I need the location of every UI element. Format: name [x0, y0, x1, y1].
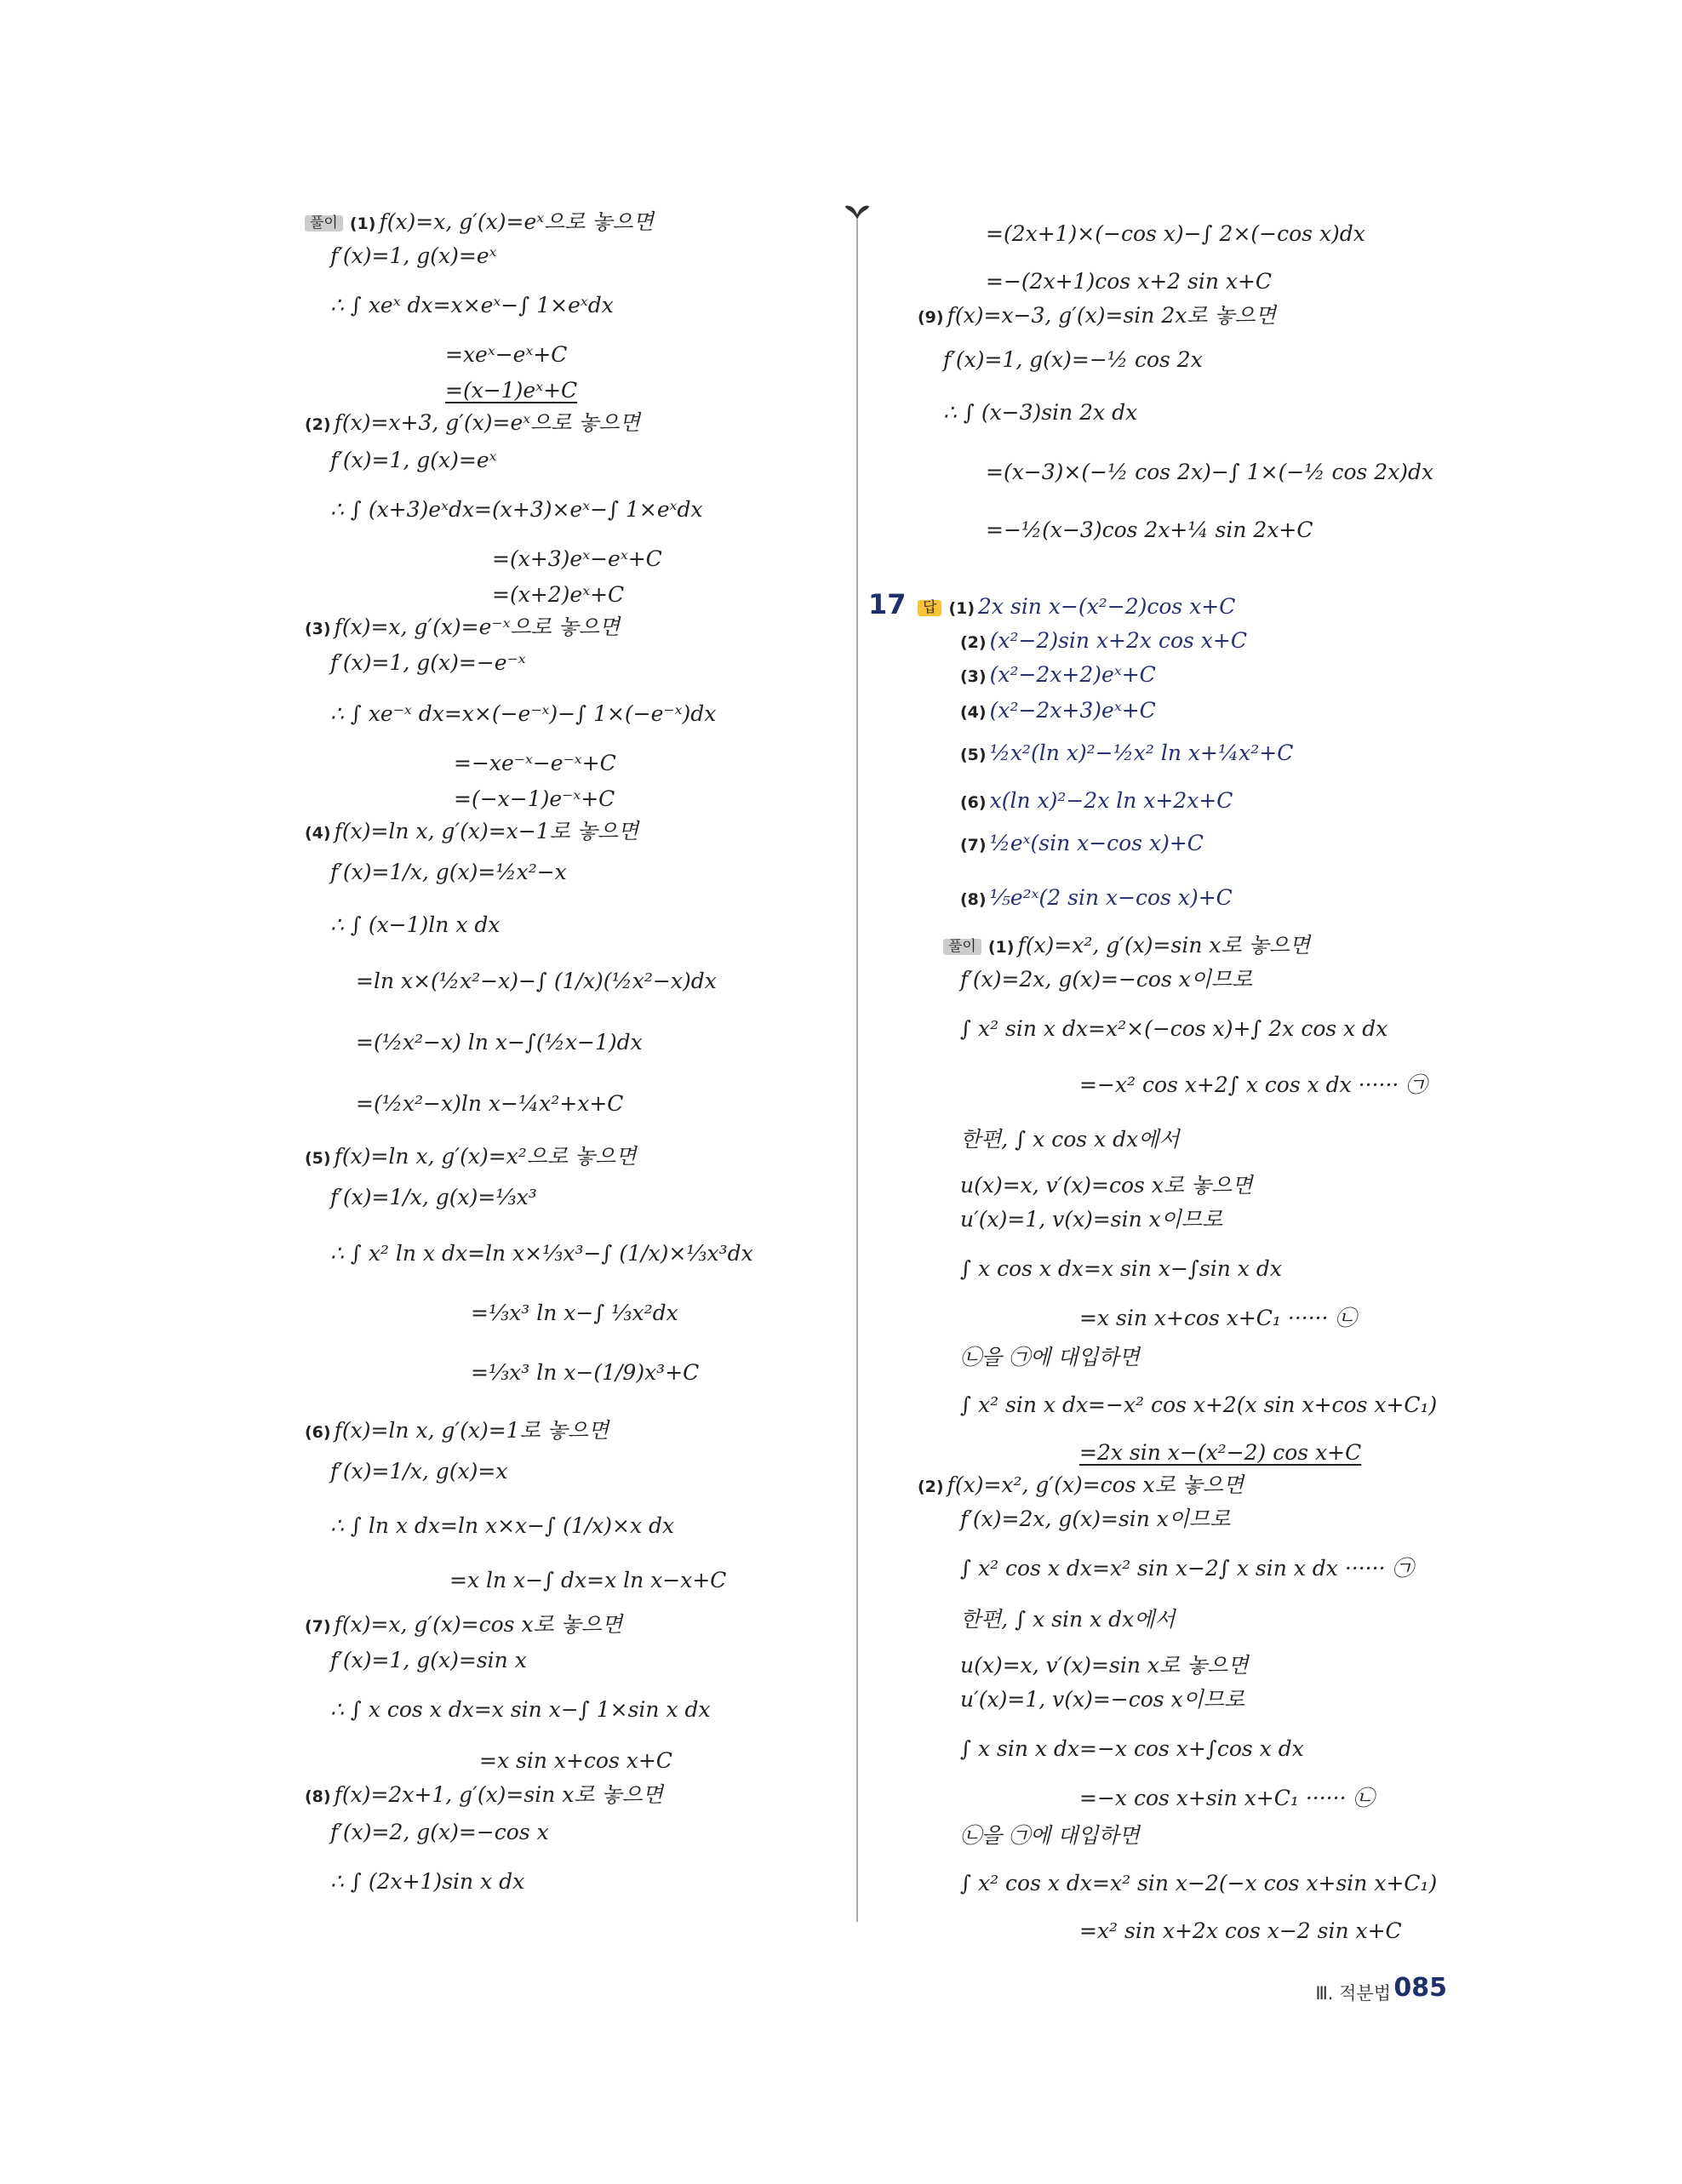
math-line — [960, 1129, 1180, 1150]
question-number: 17 — [868, 588, 907, 620]
math-text: f′(x)=1/x, g(x)=⅓x³ — [330, 1185, 537, 1209]
math-line — [960, 1018, 1387, 1039]
math-line — [960, 1738, 1304, 1759]
item-label: (1) — [349, 214, 376, 233]
math-text: f(x)=x+3, g′(x)=eˣ으로 놓으면 — [334, 410, 640, 435]
math-line — [918, 305, 1276, 326]
math-text: =x ln x−∫ dx=x ln x−x+C — [449, 1568, 727, 1592]
math-text: ∴ ∫ x² ln x dx=ln x×⅓x³−∫ (1/x)×⅓x³dx — [330, 1241, 753, 1266]
math-line — [454, 788, 615, 809]
math-line — [1079, 1442, 1361, 1463]
item-label: (3) — [960, 667, 987, 686]
math-line — [960, 1655, 1249, 1676]
math-line — [960, 700, 1156, 721]
math-text: f′(x)=1, g(x)=−e⁻ˣ — [330, 650, 526, 675]
math-line — [492, 548, 662, 569]
math-line — [356, 1032, 643, 1053]
math-text: ㉡을 ㉠에 대입하면 — [960, 1345, 1140, 1369]
math-line — [356, 970, 717, 992]
math-text: 한편, ∫ x sin x dx에서 — [960, 1607, 1176, 1632]
math-text: =(x−1)eˣ+C — [445, 378, 578, 403]
math-text: =(x−3)×(−½ cos 2x)−∫ 1×(−½ cos 2x)dx — [986, 460, 1434, 484]
math-line — [1079, 1920, 1402, 1941]
math-text: =(2x+1)×(−cos x)−∫ 2×(−cos x)dx — [986, 221, 1365, 246]
math-text: f(x)=x, g′(x)=cos x로 놓으면 — [334, 1612, 623, 1637]
math-text: 한편, ∫ x cos x dx에서 — [960, 1127, 1180, 1152]
math-text: f(x)=x, g′(x)=eˣ으로 놓으면 — [379, 209, 654, 234]
math-text: =x sin x+cos x+C — [479, 1748, 672, 1773]
math-line — [960, 1175, 1252, 1196]
math-line — [960, 969, 1252, 990]
math-text: =2x sin x−(x²−2) cos x+C — [1079, 1440, 1362, 1465]
answer-text: (x²−2)sin x+2x cos x+C — [989, 628, 1247, 653]
math-text: ∴ ∫ x cos x dx=x sin x−∫ 1×sin x dx — [330, 1697, 711, 1722]
math-text: =−½(x−3)cos 2x+¼ sin 2x+C — [986, 517, 1313, 542]
math-text: f(x)=ln x, g′(x)=x²으로 놓으면 — [334, 1144, 637, 1169]
math-text: u(x)=x, v′(x)=sin x로 놓으면 — [960, 1653, 1249, 1678]
math-text: =⅓x³ ln x−∫ ⅓x²dx — [471, 1301, 678, 1325]
math-text: =x sin x+cos x+C₁ ······ ㉡ — [1079, 1306, 1357, 1330]
math-text: =(½x²−x)ln x−¼x²+x+C — [356, 1091, 624, 1116]
math-line — [330, 245, 497, 266]
math-text: =ln x×(½x²−x)−∫ (1/x)(½x²−x)dx — [356, 969, 717, 993]
math-text: u′(x)=1, v(x)=sin x이므로 — [960, 1207, 1223, 1232]
math-text: f(x)=x², g′(x)=sin x로 놓으면 — [1017, 933, 1311, 958]
math-text: f′(x)=2x, g(x)=−cos x이므로 — [960, 967, 1253, 992]
math-text: =(x+3)eˣ−eˣ+C — [492, 546, 662, 571]
math-line — [449, 1569, 726, 1591]
math-line — [943, 935, 1310, 956]
math-line — [330, 1699, 711, 1720]
math-text: f′(x)=1, g(x)=eˣ — [330, 243, 497, 268]
math-text: =−(2x+1)cos x+2 sin x+C — [986, 269, 1273, 294]
math-line — [479, 1750, 672, 1771]
math-line — [330, 1871, 524, 1892]
item-label: (6) — [960, 793, 987, 812]
math-text: =(−x−1)e⁻ˣ+C — [454, 786, 615, 811]
math-line — [330, 703, 716, 724]
math-text: f(x)=ln x, g′(x)=1로 놓으면 — [334, 1418, 609, 1443]
math-line — [960, 1508, 1230, 1529]
math-line — [356, 1093, 623, 1114]
math-text: f′(x)=1, g(x)=−½ cos 2x — [943, 347, 1203, 372]
math-line — [960, 1689, 1244, 1710]
math-text: ∴ ∫ (2x+1)sin x dx — [330, 1869, 525, 1894]
math-line — [960, 832, 1204, 854]
math-line — [330, 294, 614, 316]
item-label: (4) — [305, 824, 331, 843]
math-text: f′(x)=1/x, g(x)=x — [330, 1459, 508, 1484]
math-text: ∫ x² sin x dx=−x² cos x+2(x sin x+cos x+C₁) — [960, 1392, 1438, 1417]
math-text: =⅓x³ ln x−(1/9)x³+C — [471, 1360, 700, 1385]
math-line — [943, 349, 1203, 370]
math-text: f(x)=x−3, g′(x)=sin 2x로 놓으면 — [947, 303, 1276, 328]
math-text: ∫ x sin x dx=−x cos x+∫cos x dx — [960, 1736, 1304, 1761]
math-line — [960, 630, 1247, 651]
chapter-title: Ⅲ. 적분법 — [1315, 1983, 1391, 2004]
math-text: =(½x²−x) ln x−∫(½x−1)dx — [356, 1030, 643, 1055]
math-text: f′(x)=2x, g(x)=sin x이므로 — [960, 1507, 1231, 1531]
item-label: (5) — [960, 746, 987, 764]
math-line — [330, 861, 567, 883]
math-text: ∫ x² cos x dx=x² sin x−2∫ x sin x dx ······ ㉠ — [960, 1556, 1414, 1581]
solution-badge: 풀이 — [305, 215, 343, 232]
math-line — [305, 616, 620, 637]
math-line — [330, 449, 497, 471]
item-label: (1) — [987, 938, 1015, 957]
math-line — [868, 588, 1236, 620]
math-text: f′(x)=2, g(x)=−cos x — [330, 1820, 549, 1844]
math-line — [960, 664, 1156, 685]
math-text: ∴ ∫ (x−1)ln x dx — [330, 912, 501, 937]
answer-text: ½eˣ(sin x−cos x)+C — [989, 831, 1204, 855]
math-line — [960, 1558, 1413, 1579]
math-line — [305, 1784, 663, 1805]
math-text: u(x)=x, v′(x)=cos x로 놓으면 — [960, 1173, 1253, 1198]
math-text: ∫ x cos x dx=x sin x−∫sin x dx — [960, 1256, 1282, 1281]
item-label: (8) — [305, 1787, 331, 1806]
math-line — [330, 1186, 537, 1208]
math-text: f(x)=x², g′(x)=cos x로 놓으면 — [947, 1472, 1244, 1497]
math-line — [960, 887, 1233, 908]
math-text: =(x+2)eˣ+C — [492, 582, 625, 607]
math-line — [960, 1825, 1140, 1846]
answer-text: 2x sin x−(x²−2)cos x+C — [978, 594, 1236, 619]
math-text: ∴ ∫ (x+3)eˣdx=(x+3)×eˣ−∫ 1×eˣdx — [330, 497, 703, 522]
answer-text: ½x²(ln x)²−½x² ln x+¼x²+C — [989, 740, 1294, 765]
math-line — [330, 1461, 507, 1482]
item-label: (6) — [305, 1423, 331, 1442]
math-line — [960, 1609, 1176, 1630]
math-line — [960, 790, 1233, 811]
fleuron-icon — [844, 203, 870, 221]
math-line — [960, 742, 1293, 763]
math-text: ∴ ∫ xe⁻ˣ dx=x×(−e⁻ˣ)−∫ 1×(−e⁻ˣ)dx — [330, 701, 717, 726]
math-line — [960, 1346, 1140, 1368]
item-label: (8) — [960, 890, 987, 909]
math-line — [330, 1243, 753, 1264]
math-text: f(x)=ln x, g′(x)=x−1로 놓으면 — [334, 819, 639, 843]
math-line — [330, 914, 500, 935]
column-divider — [856, 220, 858, 1922]
math-text: ∫ x² cos x dx=x² sin x−2(−x cos x+sin x+C₁) — [960, 1871, 1438, 1895]
answer-text: (x²−2x+3)eˣ+C — [989, 698, 1156, 723]
math-line — [305, 820, 638, 842]
math-line — [445, 380, 577, 401]
item-label: (2) — [918, 1478, 944, 1496]
answer-badge: 답 — [918, 600, 941, 616]
item-label: (2) — [960, 633, 987, 652]
math-text: ∴ ∫ ln x dx=ln x×x−∫ (1/x)×x dx — [330, 1513, 675, 1538]
math-line — [305, 1420, 609, 1441]
math-line — [305, 412, 640, 433]
math-line — [330, 499, 703, 520]
item-label: (5) — [305, 1149, 331, 1168]
math-line — [960, 1872, 1437, 1894]
math-line — [454, 752, 616, 774]
math-text: =−x cos x+sin x+C₁ ······ ㉡ — [1079, 1786, 1375, 1810]
answer-text: (x²−2x+2)eˣ+C — [989, 662, 1156, 687]
math-text: ∫ x² sin x dx=x²×(−cos x)+∫ 2x cos x dx — [960, 1016, 1388, 1041]
math-text: ∴ ∫ xeˣ dx=x×eˣ−∫ 1×eˣdx — [330, 293, 614, 317]
page-number: 085 — [1393, 1973, 1447, 2003]
math-line — [330, 1821, 549, 1843]
math-line — [1079, 1787, 1374, 1809]
math-line — [471, 1302, 678, 1324]
math-line — [986, 223, 1365, 244]
item-label: (1) — [948, 599, 975, 618]
math-text: f(x)=x, g′(x)=e⁻ˣ으로 놓으면 — [334, 615, 621, 639]
item-label: (2) — [305, 415, 331, 434]
math-line — [471, 1362, 699, 1383]
math-line — [986, 271, 1272, 292]
math-line — [305, 211, 654, 232]
math-line — [1079, 1074, 1427, 1095]
math-text: f′(x)=1, g(x)=sin x — [330, 1648, 527, 1672]
math-line — [960, 1258, 1282, 1279]
math-line — [960, 1394, 1437, 1415]
math-line — [305, 1146, 637, 1167]
answer-text: x(ln x)²−2x ln x+2x+C — [989, 788, 1233, 813]
math-line — [445, 344, 567, 365]
item-label: (4) — [960, 703, 987, 722]
math-line — [492, 584, 624, 605]
item-label: (7) — [960, 836, 987, 855]
math-text: ㉡을 ㉠에 대입하면 — [960, 1823, 1140, 1848]
math-line — [918, 1474, 1244, 1495]
math-line — [960, 1209, 1222, 1230]
math-line — [330, 1649, 527, 1671]
math-text: =x² sin x+2x cos x−2 sin x+C — [1079, 1918, 1402, 1943]
item-label: (9) — [918, 308, 944, 327]
solution-badge: 풀이 — [943, 939, 981, 955]
math-text: =−x² cos x+2∫ x cos x dx ······ ㉠ — [1079, 1072, 1427, 1097]
math-line — [305, 1614, 622, 1635]
math-text: =xeˣ−eˣ+C — [445, 342, 568, 367]
item-label: (7) — [305, 1617, 331, 1636]
math-text: u′(x)=1, v(x)=−cos x이므로 — [960, 1687, 1245, 1712]
math-line — [986, 461, 1433, 483]
math-text: f(x)=2x+1, g′(x)=sin x로 놓으면 — [334, 1782, 663, 1807]
math-text: =−xe⁻ˣ−e⁻ˣ+C — [454, 751, 616, 775]
math-text: f′(x)=1, g(x)=eˣ — [330, 448, 497, 472]
math-text: f′(x)=1/x, g(x)=½x²−x — [330, 860, 567, 884]
math-line — [330, 652, 526, 673]
math-line — [330, 1515, 674, 1536]
math-line — [943, 402, 1137, 423]
math-text: ∴ ∫ (x−3)sin 2x dx — [943, 400, 1138, 425]
answer-text: ⅕e²ˣ(2 sin x−cos x)+C — [989, 885, 1233, 910]
item-label: (3) — [305, 620, 331, 638]
math-line — [986, 519, 1313, 540]
math-line — [1079, 1307, 1357, 1329]
